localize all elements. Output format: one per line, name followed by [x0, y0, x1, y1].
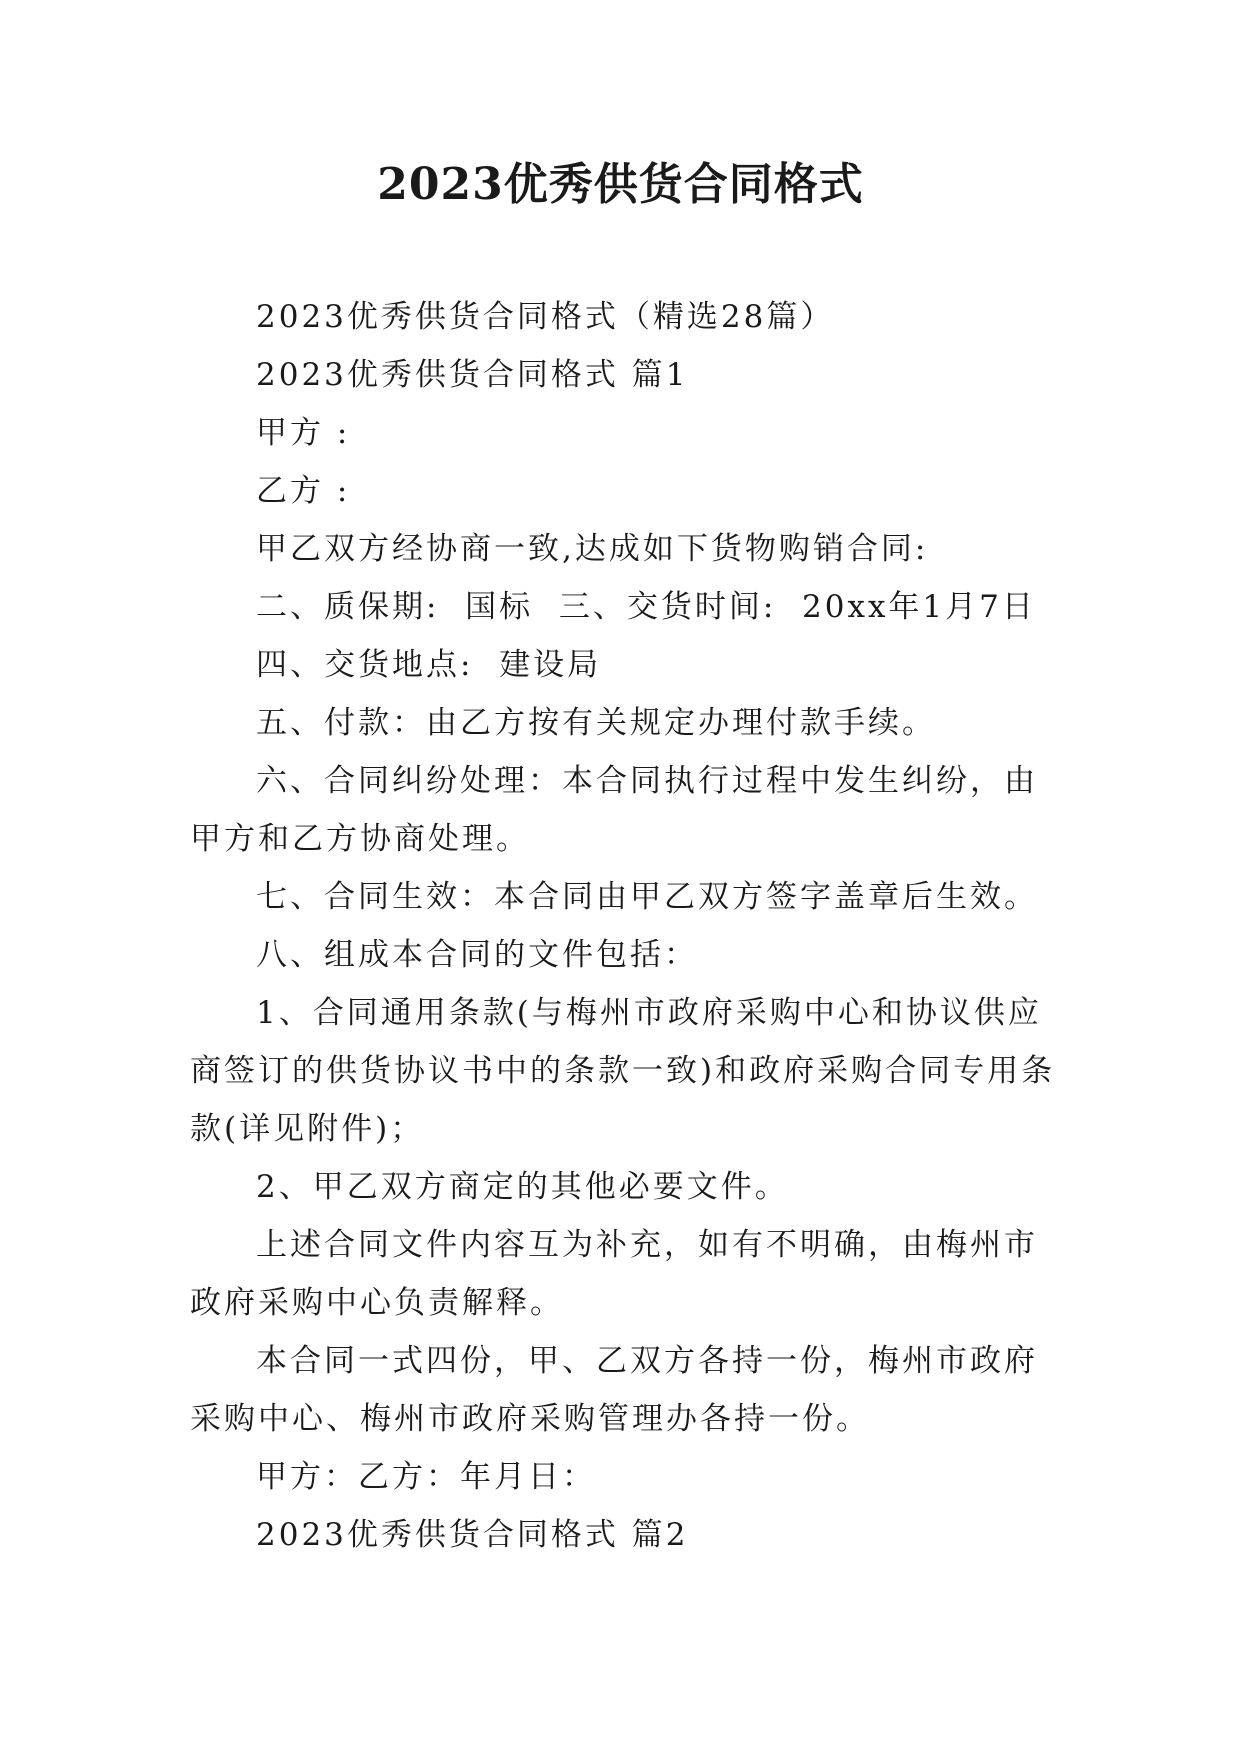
- paragraph-collection-heading: 2023优秀供货合同格式（精选28篇）: [256, 299, 835, 335]
- paragraph-signatures: 甲方：乙方：年月日：: [256, 1459, 596, 1495]
- paragraph-document-item-1: 1、合同通用条款(与梅州市政府采购中心和协议供应商签订的供货协议书中的条款一致)和政府采购合同专用条款(详见附件)；: [190, 995, 1056, 1147]
- paragraph-dispute: 六、合同纠纷处理：本合同执行过程中发生纠纷，由甲方和乙方协商处理。: [190, 763, 1038, 857]
- paragraph-section-2-heading: 2023优秀供货合同格式 篇2: [256, 1517, 689, 1553]
- paragraph-effective: 七、合同生效：本合同由甲乙双方签字盖章后生效。: [256, 879, 1038, 915]
- paragraph-payment: 五、付款：由乙方按有关规定办理付款手续。: [256, 705, 936, 741]
- paragraph-section-1-heading: 2023优秀供货合同格式 篇1: [256, 357, 689, 393]
- paragraph-party-b: 乙方 :: [256, 473, 351, 509]
- paragraph-documents-heading: 八、组成本合同的文件包括：: [256, 937, 698, 973]
- paragraph-copies: 本合同一式四份，甲、乙双方各持一份，梅州市政府采购中心、梅州市政府采购管理办各持一份。: [190, 1343, 1038, 1437]
- document-body: [190, 288, 1056, 1564]
- paragraph-interpretation: 上述合同文件内容互为补充，如有不明确，由梅州市政府采购中心负责解释。: [190, 1227, 1038, 1321]
- paragraph-document-item-2: 2、甲乙双方商定的其他必要文件。: [256, 1169, 789, 1205]
- paragraph-agreement-intro: 甲乙双方经协商一致,达成如下货物购销合同:: [256, 531, 929, 567]
- paragraph-warranty-delivery-time: 二、质保期: 国标 三、交货时间: 20xx年1月7日: [256, 589, 1036, 625]
- document-title: 2023优秀供货合同格式: [377, 159, 864, 210]
- paragraph-party-a: 甲方 :: [256, 415, 351, 451]
- paragraph-delivery-location: 四、交货地点: 建设局: [256, 647, 602, 683]
